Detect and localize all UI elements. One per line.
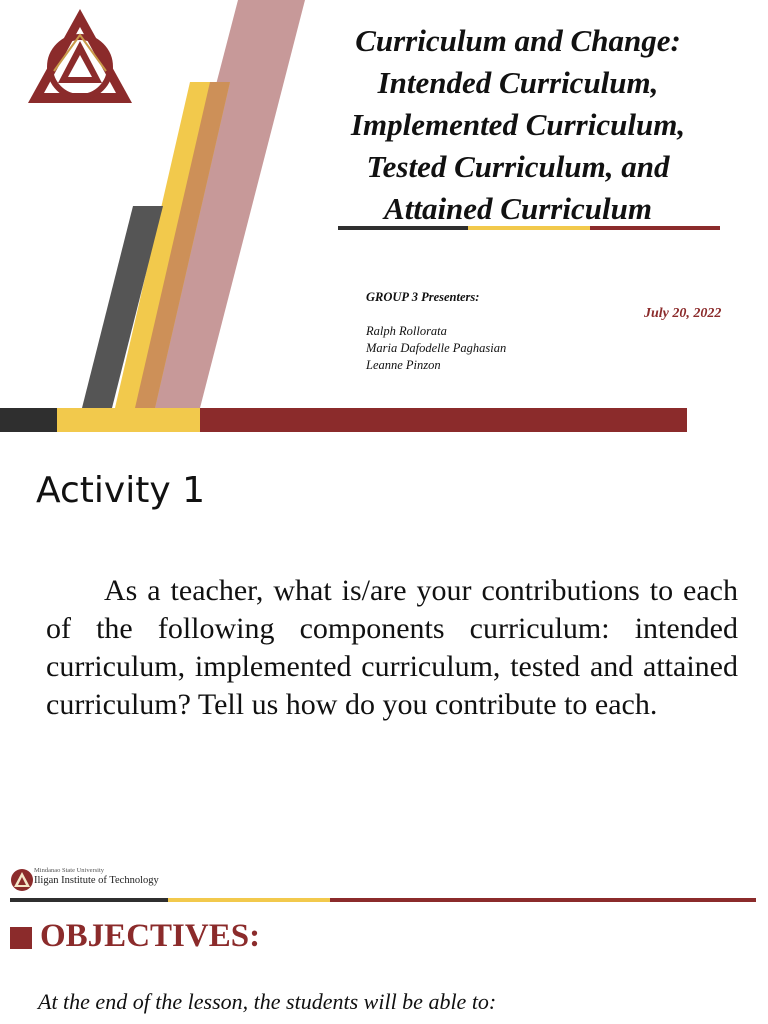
lesson-intro: At the end of the lesson, the students will be able to: [38,989,497,1014]
presenter-name: Ralph Rollorata [366,324,447,338]
header-rule-maroon [330,898,756,902]
activity-slide [0,452,768,842]
title-line: Intended Curriculum, [377,65,659,100]
footer-bar-maroon [200,408,687,432]
title-slide [0,0,768,452]
title-rule-charcoal [338,226,468,230]
activity-question: As a teacher, what is/are your contributions to each of the following components curriculum: intended curriculum, implemented curriculum, tested and attained curriculum? Tell us how do you contribute to each. [46,574,738,721]
title-rule-gold [468,226,590,230]
activity-title: Activity 1 [36,470,205,511]
title-rule-maroon [590,226,720,230]
presentation-title [318,20,718,230]
msu-iit-seal-icon [24,5,136,109]
institution-name: Iligan Institute of Technology [34,875,159,886]
msu-iit-seal-icon [10,868,34,892]
header-rule-charcoal [10,898,168,902]
header-rule-gold [168,898,330,902]
presentation-date: July 20, 2022 [644,306,722,321]
presenters-heading: GROUP 3 Presenters: [366,290,480,304]
presenter-name: Maria Dafodelle Paghasian [366,341,507,355]
title-line: Attained Curriculum [384,191,652,226]
footer-bar-gold [57,408,200,432]
footer-bar-charcoal [0,408,57,432]
presenter-name: Leanne Pinzon [366,358,441,372]
title-line: Curriculum and Change: [355,23,681,58]
title-line: Tested Curriculum, and [366,149,670,184]
objectives-heading: OBJECTIVES: [40,918,261,954]
heading-bullet [10,927,32,949]
objectives-slide [0,842,768,1024]
institution-university: Mindanao State University [34,867,105,874]
title-line: Implemented Curriculum, [350,107,686,142]
